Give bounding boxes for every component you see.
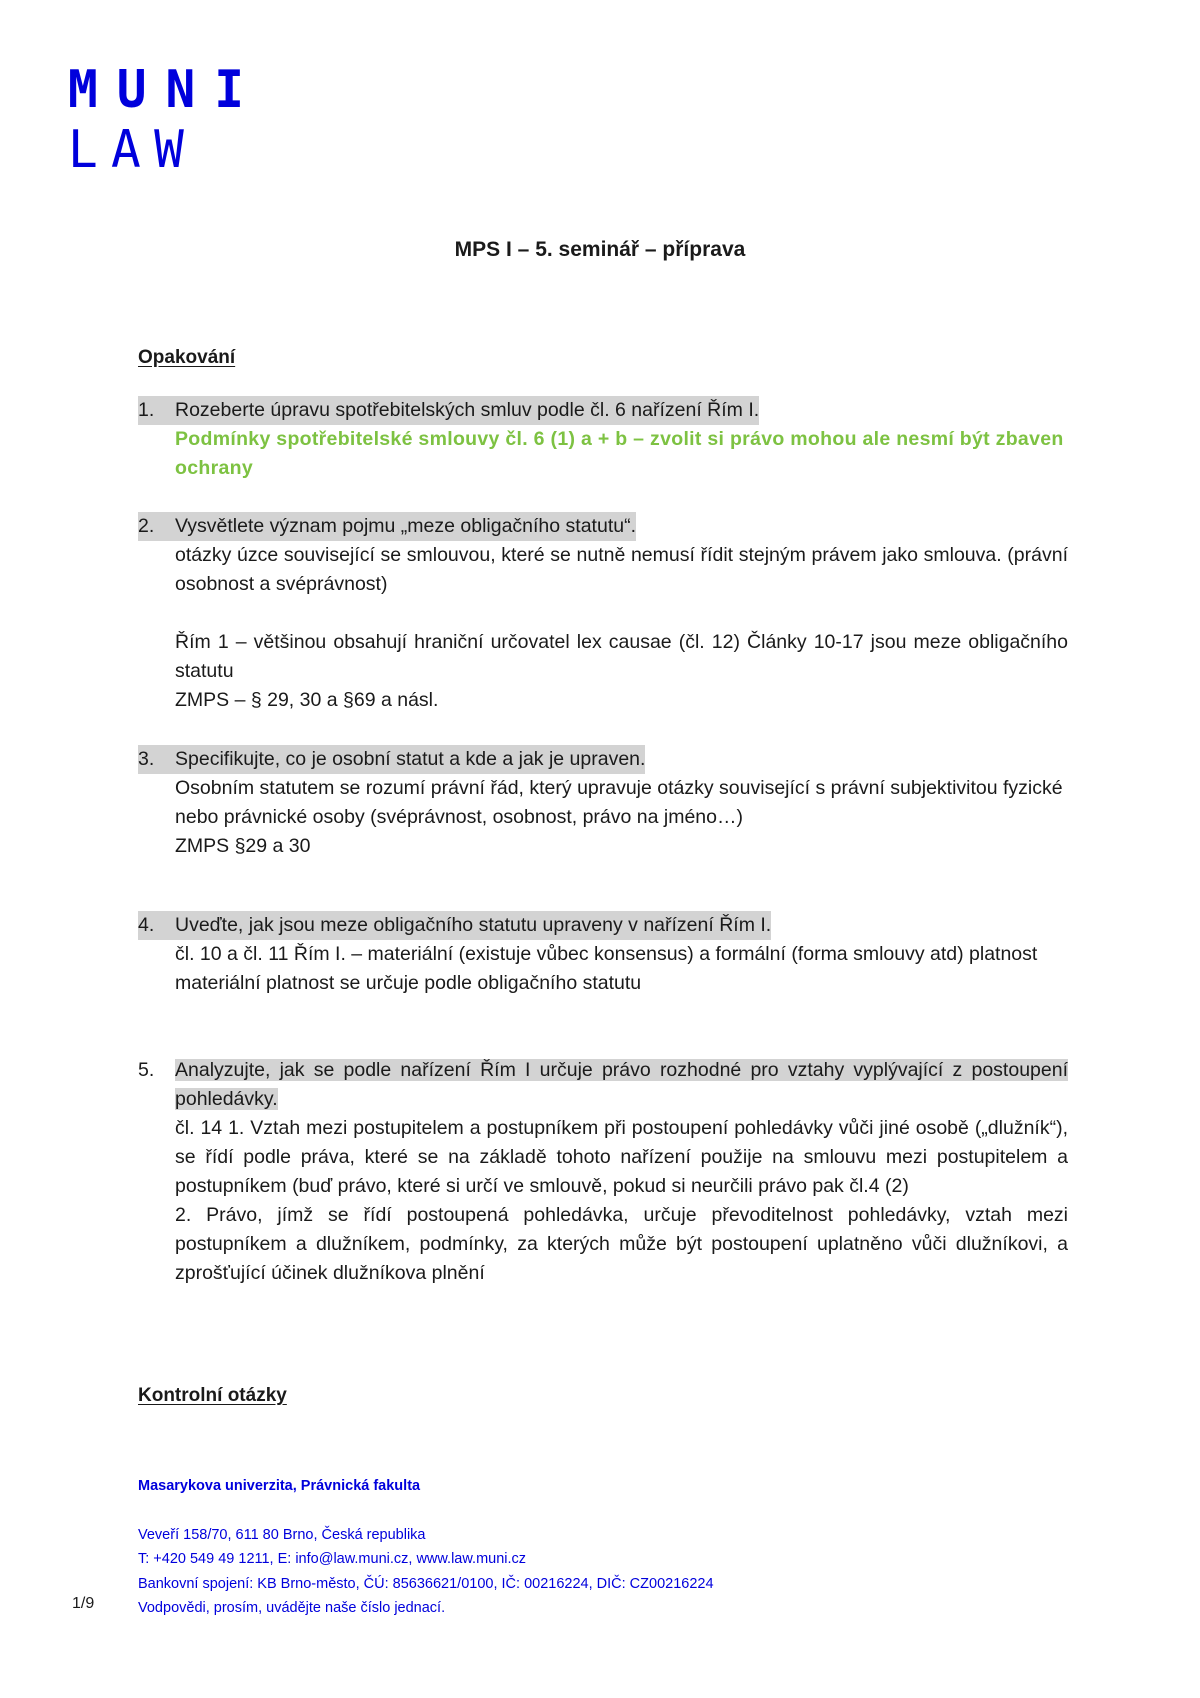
question-number: 1. xyxy=(138,399,155,421)
footer xyxy=(138,1474,714,1621)
footer-org: Masarykova univerzita, Právnická fakulta xyxy=(138,1478,421,1494)
answer-paragraph: čl. 14 1. Vztah mezi postupitelem a postupníkem při postoupení pohledávky vůči jiné osobě („dlužník“), se řídí podle práva, které se na základě tohoto nařízení použije na smlouvu mezi postupitelem a postupníkem (buď právo, které si určí ve smlouvě, pokud si neurčili právo pak čl.4 (2) xyxy=(175,1117,1068,1197)
question-item-3 xyxy=(138,745,1068,861)
question-item-4 xyxy=(138,911,1068,998)
document-title: MPS I – 5. seminář – příprava xyxy=(454,238,746,261)
logo-line-muni: MUNI xyxy=(68,60,263,120)
answer-paragraph: materiální platnost se určuje podle obligačního statutu xyxy=(175,972,642,994)
question-number: 3. xyxy=(138,748,155,770)
section-heading-opakovani: Opakování xyxy=(138,347,236,368)
muni-law-logo xyxy=(68,60,273,180)
question-text: Analyzujte, jak se podle nařízení Řím I určuje právo rozhodné pro vztahy vyplývající z postoupení pohledávky. xyxy=(175,1059,1068,1110)
logo-line-law: LAW xyxy=(68,120,198,180)
question-number: 4. xyxy=(138,914,155,936)
answer-paragraph: ZMPS §29 a 30 xyxy=(175,835,311,857)
answer-paragraph: Řím 1 – většinou obsahují hraniční určovatel lex causae (čl. 12) Články 10-17 jsou meze obligačního statutu xyxy=(175,631,1068,682)
section-heading-kontrolni-otazky: Kontrolní otázky xyxy=(138,1385,287,1406)
footer-address: Veveří 158/70, 611 80 Brno, Česká republika xyxy=(138,1526,426,1543)
question-text: Rozeberte úpravu spotřebitelských smluv podle čl. 6 nařízení Řím I. xyxy=(175,399,760,421)
footer-bank: Bankovní spojení: KB Brno-město, ČÚ: 85636621/0100, IČ: 00216224, DIČ: CZ00216224 xyxy=(138,1575,714,1592)
answer-paragraph: otázky úzce související se smlouvou, které se nutně nemusí řídit stejným právem jako smlouva. (právní osobnost a svéprávnost) xyxy=(175,544,1068,595)
answer-paragraph: 2. Právo, jímž se řídí postoupená pohledávka, určuje převoditelnost pohledávky, vztah mezi postupníkem a dlužníkem, podmínky, za kterých může být postoupení uplatněno vůči dlužníkovi, a zprošťující účinek dlužníkova plnění xyxy=(175,1204,1068,1284)
question-text: Specifikujte, co je osobní statut a kde a jak je upraven. xyxy=(175,748,646,770)
question-item-1 xyxy=(138,396,1068,483)
answer-paragraph: Osobním statutem se rozumí právní řád, který upravuje otázky související s právní subjektivitou fyzické nebo právnické osoby (svéprávnost, osobnost, právo na jméno…) xyxy=(175,777,1063,828)
question-item-5 xyxy=(138,1056,1068,1288)
question-text: Uveďte, jak jsou meze obligačního statutu upraveny v nařízení Řím I. xyxy=(175,914,772,936)
footer-note: Vodpovědi, prosím, uvádějte naše číslo jednací. xyxy=(138,1600,446,1616)
question-number: 5. xyxy=(138,1059,155,1081)
footer-contact: T: +420 549 49 1211, E: info@law.muni.cz, www.law.muni.cz xyxy=(138,1551,527,1567)
page-number: 1/9 xyxy=(72,1595,95,1612)
question-text: Vysvětlete význam pojmu „meze obligačního statutu“. xyxy=(175,515,636,537)
question-number: 2. xyxy=(138,515,155,537)
answer-green: Podmínky spotřebitelské smlouvy čl. 6 (1) a + b – zvolit si právo mohou ale nesmí být zbaven ochrany xyxy=(175,428,1064,479)
answer-paragraph: čl. 10 a čl. 11 Řím I. – materiální (existuje vůbec konsensus) a formální (forma smlouvy atd) platnost xyxy=(175,943,1038,965)
question-item-2 xyxy=(138,512,1068,715)
answer-paragraph: ZMPS – § 29, 30 a §69 a násl. xyxy=(175,689,439,711)
